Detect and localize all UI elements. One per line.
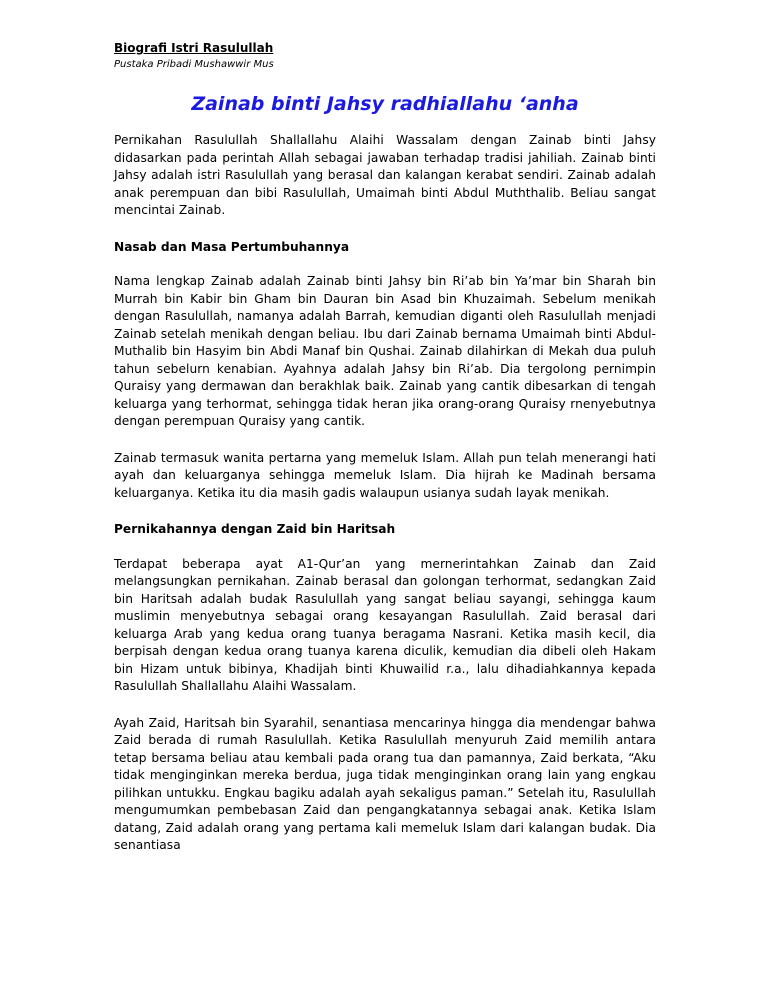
paragraph: Terdapat beberapa ayat A1-Qur’an yang mernerintahkan Zainab dan Zaid melangsungkan pernikahan. Zainab berasal dan golongan terhormat, sedangkan Zaid bin Haritsah adalah budak Rasulullah yang sangat beliau sayangi, sehingga kaum muslimin menyebutnya sebagai orang kesayangan Rasulullah. Zaid berasal dari keluarga Arab yang kedua orang tuanya beragama Nasrani. Ketika masih kecil, dia berpisah dengan kedua orang tuanya karena diculik, kemudian dia dibeli oleh Hakam bin Hizam untuk bibinya, Khadijah binti Khuwailid r.a., lalu dihadiahkannya kepada Rasulullah Shallallahu Alaihi Wassalam. bbox=[114, 556, 656, 693]
paragraph: Ayah Zaid, Haritsah bin Syarahil, senantiasa mencarinya hingga dia mendengar bahwa Zaid berada di rumah Rasulullah. Ketika Rasulullah menyuruh Zaid memilih antara tetap bersama beliau atau kembali pada orang tua dan pamannya, Zaid berkata, “Aku tidak menginginkan mereka berdua, juga tidak menginginkan orang lain yang engkau pilihkan untukku. Engkau bagiku adalah ayah sekaligus paman.” Setelah itu, Rasulullah mengumumkan pembebasan Zaid dan pengangkatannya sebagai anak. Ketika Islam datang, Zaid adalah orang yang pertama kali memeluk Islam dari kalangan budak. Dia senantiasa bbox=[114, 715, 656, 852]
section-heading: Nasab dan Masa Pertumbuhannya bbox=[114, 239, 350, 254]
header-subtitle: Pustaka Pribadi Mushawwir Mus bbox=[114, 59, 274, 70]
intro-paragraph: Pernikahan Rasulullah Shallallahu Alaihi Wassalam dengan Zainab binti Jahsy didasarkan pada perintah Allah sebagai jawaban terhadap tradisi jahiliah. Zainab binti Jahsy adalah istri Rasulullah yang berasal dan kalangan kerabat sendiri. Zainab adalah anak perempuan dan bibi Rasulullah, Umaimah binti Abdul Muththalib. Beliau sangat mencintai Zainab. bbox=[114, 133, 656, 217]
page-header bbox=[114, 41, 656, 71]
document-body bbox=[114, 132, 656, 874]
document-title: Zainab binti Jahsy radhiallahu ‘anha bbox=[191, 93, 579, 115]
header-title: Biografi Istri Rasulullah bbox=[114, 41, 274, 55]
paragraph: Nama lengkap Zainab adalah Zainab binti Jahsy bin Ri’ab bin Ya’mar bin Sharah bin Murrah bin Kabir bin Gham bin Dauran bin Asad bin Khuzaimah. Sebelum menikah dengan Rasulullah, namanya adalah Barrah, kemudian diganti oleh Rasulullah menjadi Zainab setelah menikah dengan beliau. Ibu dari Zainab bernama Umaimah binti Abdul-Muthalib bin Hasyim bin Abdi Manaf bin Qushai. Zainab dilahirkan di Mekah dua puluh tahun sebelurn kenabian. Ayahnya adalah Jahsy bin Ri’ab. Dia tergolong pernimpin Quraisy yang dermawan dan berakhlak baik. Zainab yang cantik dibesarkan di tengah keluarga yang terhormat, sehingga tidak heran jika orang-orang Quraisy rnenyebutnya dengan perempuan Quraisy yang cantik. bbox=[114, 274, 656, 428]
section-heading: Pernikahannya dengan Zaid bin Haritsah bbox=[114, 522, 396, 536]
paragraph: Zainab termasuk wanita pertarna yang memeluk Islam. Allah pun telah menerangi hati ayah dan keluarganya sehingga memeluk Islam. Dia hijrah ke Madinah bersama keluarganya. Ketika itu dia masih gadis walaupun usianya sudah layak menikah. bbox=[114, 450, 656, 500]
